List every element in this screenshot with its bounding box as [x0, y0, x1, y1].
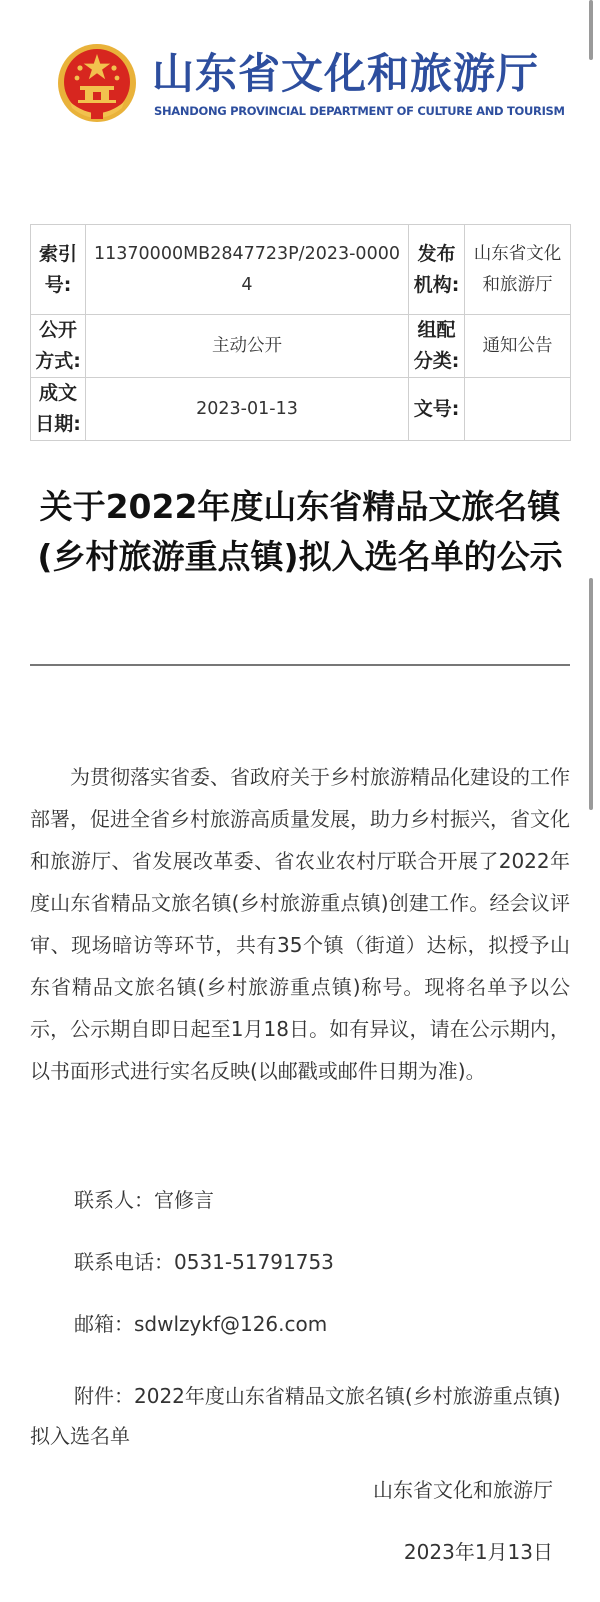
- attachment-line[interactable]: 附件：2022年度山东省精品文旅名镇(乡村旅游重点镇)拟入选名单: [30, 1384, 561, 1448]
- page-scrollbar-track-top: [589, 0, 593, 60]
- date-label: 成文日期:: [31, 378, 86, 441]
- contact-email[interactable]: 邮箱：sdwlzykf@126.com: [74, 1312, 328, 1336]
- disclosure-value: 主动公开: [86, 315, 409, 378]
- org-name-en: SHANDONG PROVINCIAL DEPARTMENT OF CULTURE AND TOURISM: [154, 104, 565, 118]
- body-paragraph: 为贯彻落实省委、省政府关于乡村旅游精品化建设的工作部署，促进全省乡村旅游高质量发展，助力乡村振兴，省文化和旅游厅、省发展改革委、省农业农村厅联合开展了2022年度山东省精品文旅名镇(乡村旅游重点镇)创建工作。经会议评审、现场暗访等环节，共有35个镇（街道）达标，拟授予山东省精品文旅名镇(乡村旅游重点镇)称号。现将名单予以公示，公示期自即日起至1月18日。如有异议，请在公示期内，以书面形式进行实名反映(以邮戳或邮件日期为准)。: [30, 765, 570, 1083]
- org-name-cn: 山东省文化和旅游厅: [152, 49, 540, 98]
- document-meta-table: [30, 224, 571, 441]
- national-emblem-icon: [56, 42, 138, 124]
- contact-phone: 联系电话：0531-51791753: [74, 1250, 334, 1274]
- publisher-label: 发布机构:: [409, 225, 465, 315]
- signature-date: 2023年1月13日: [403, 1540, 553, 1564]
- site-header: [0, 36, 600, 131]
- document-title: 关于2022年度山东省精品文旅名镇(乡村旅游重点镇)拟入选名单的公示: [37, 487, 563, 576]
- table-row: [31, 225, 571, 315]
- table-row: [31, 378, 571, 441]
- index-value: 11370000MB2847723P/2023-00004: [86, 225, 409, 315]
- docno-value: [465, 378, 571, 441]
- date-value: 2023-01-13: [86, 378, 409, 441]
- page-scrollbar-thumb[interactable]: [589, 578, 593, 810]
- contact-person: 联系人：官修言: [74, 1188, 214, 1212]
- index-label: 索引号:: [31, 225, 86, 315]
- title-divider: [30, 664, 570, 666]
- category-value: 通知公告: [465, 315, 571, 378]
- docno-label: 文号:: [409, 378, 465, 441]
- category-label: 组配分类:: [409, 315, 465, 378]
- publisher-value: 山东省文化和旅游厅: [465, 225, 571, 315]
- signature-org: 山东省文化和旅游厅: [373, 1478, 553, 1502]
- table-row: [31, 315, 571, 378]
- disclosure-label: 公开方式:: [31, 315, 86, 378]
